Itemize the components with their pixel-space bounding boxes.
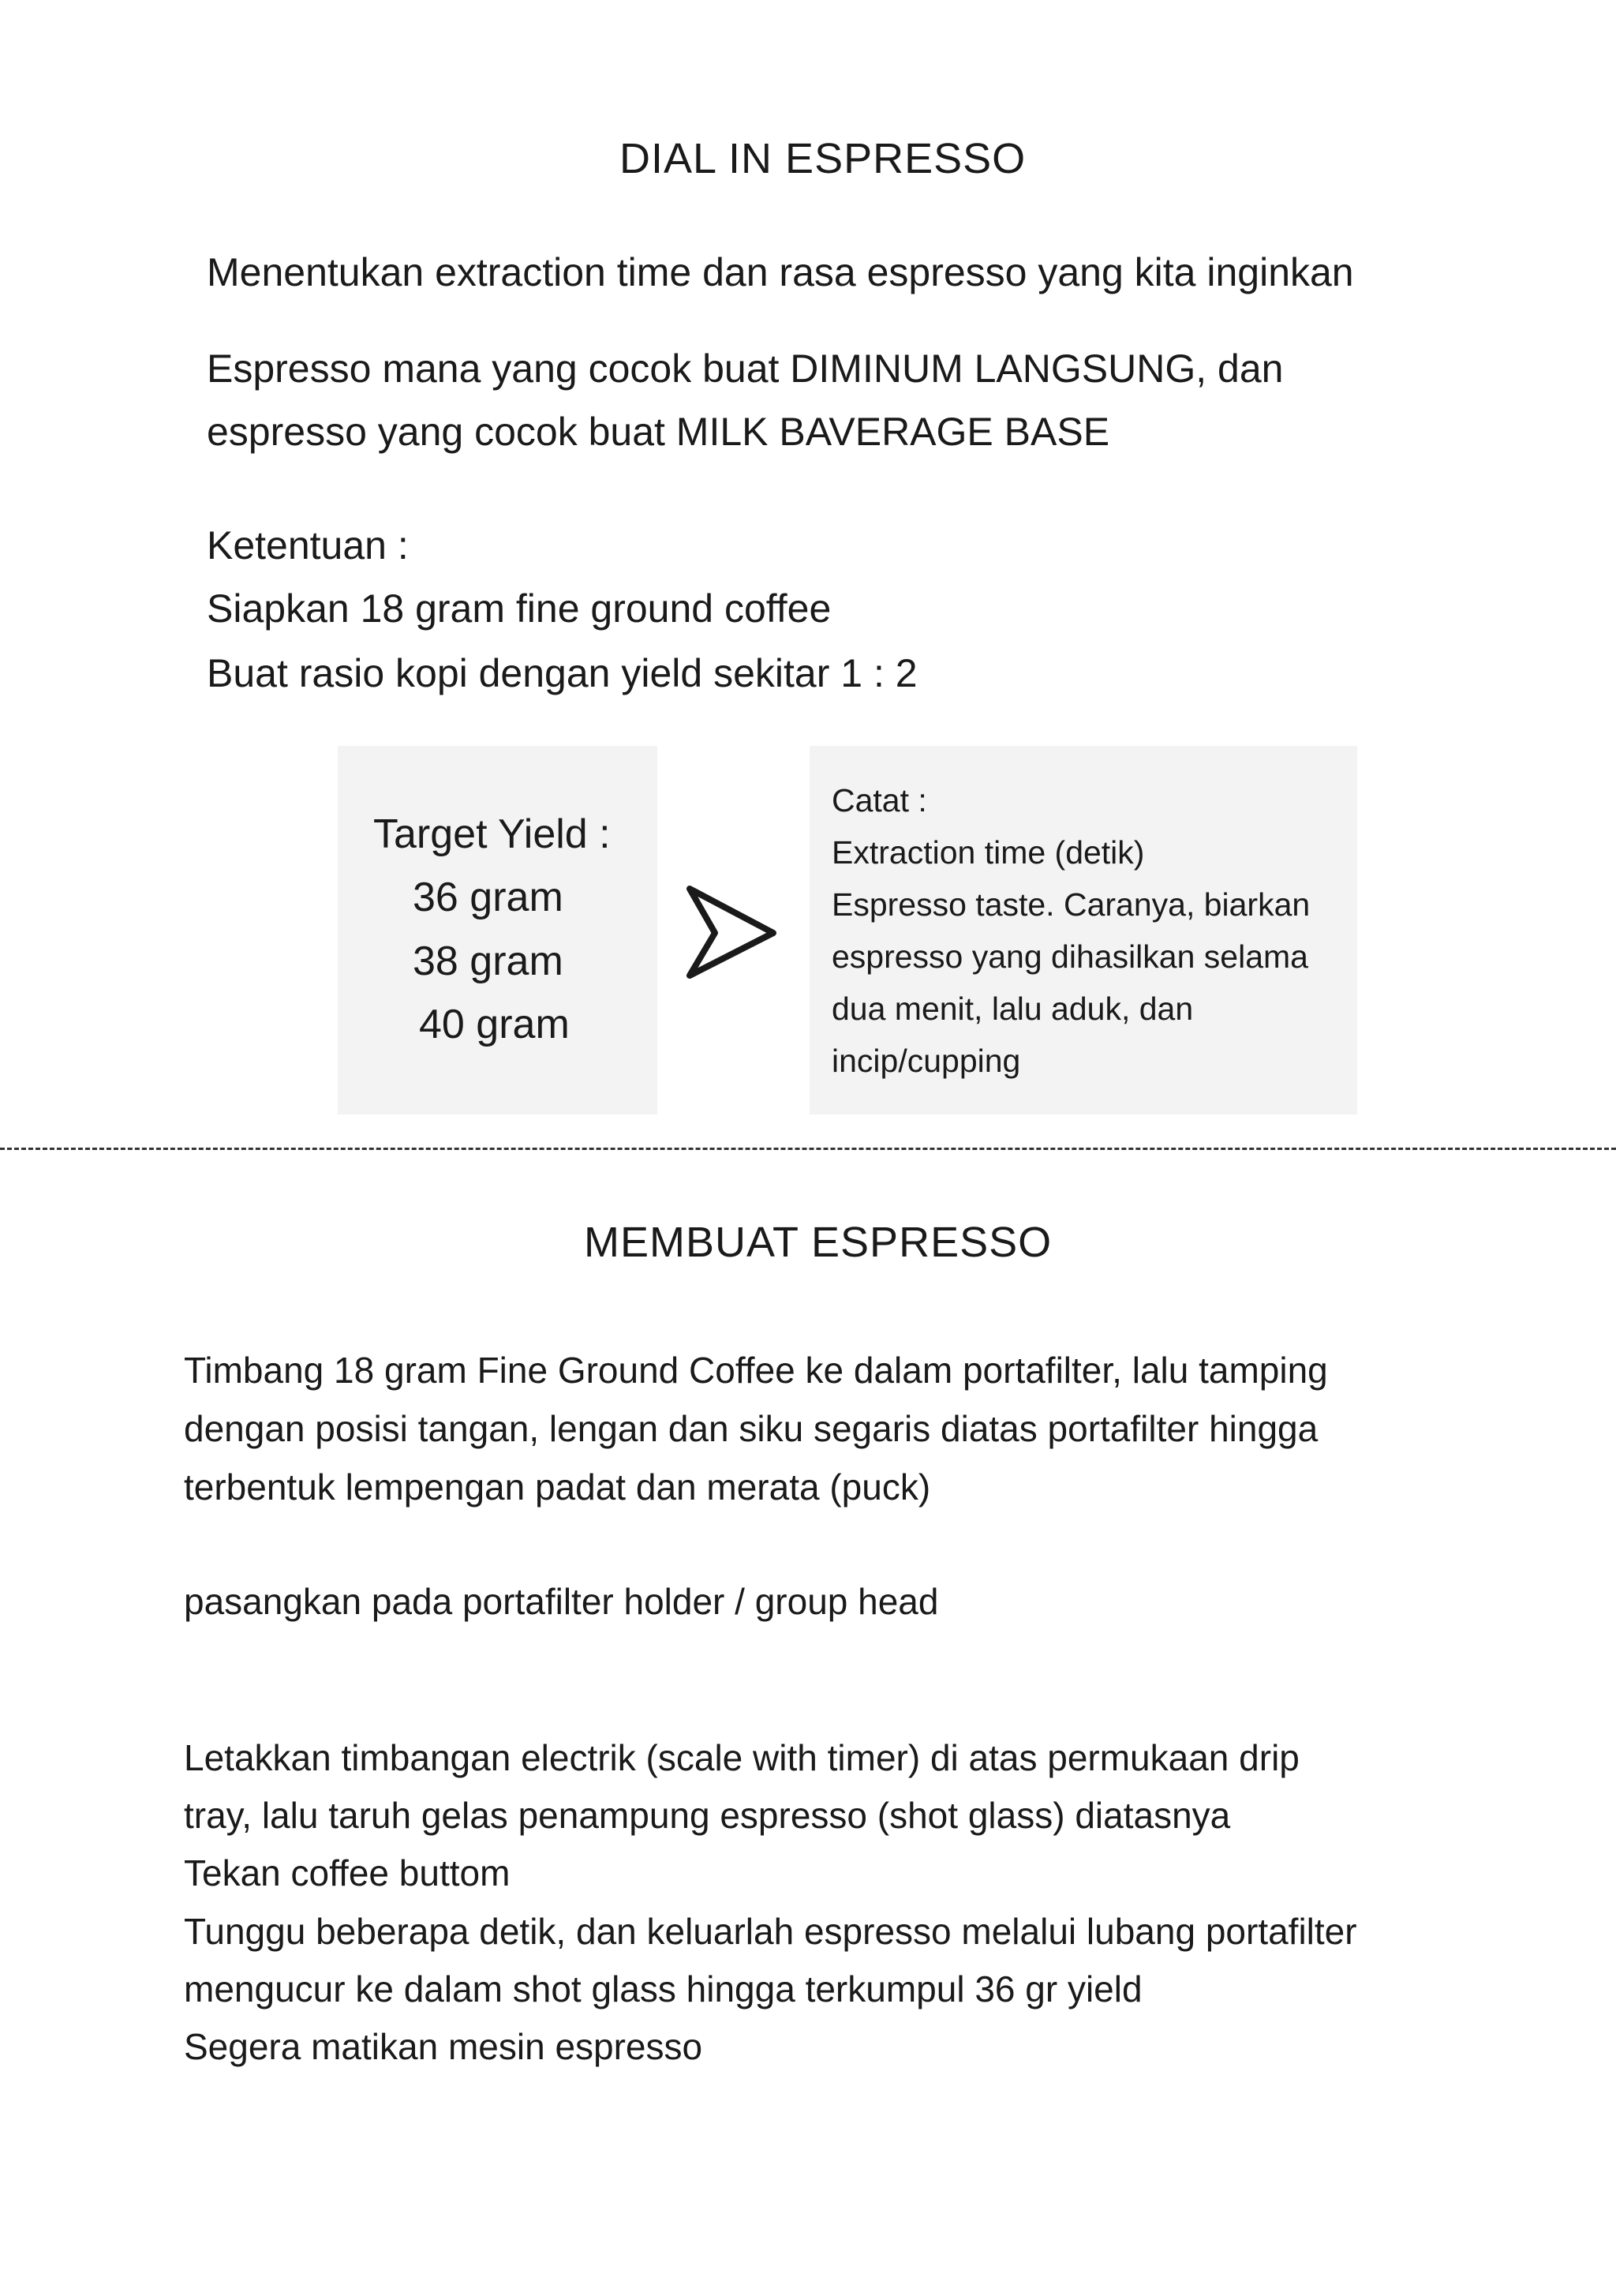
instruction-line: Letakkan timbangan electrik (scale with timer) di atas permukaan drip: [184, 1737, 1300, 1778]
instruction-line: Tekan coffee buttom: [184, 1852, 511, 1893]
instruction-line: dengan posisi tangan, lengan dan siku segaris diatas portafilter hingga: [184, 1408, 1319, 1449]
instruction-line: mengucur ke dalam shot glass hingga terkumpul 36 gr yield: [184, 1968, 1143, 2009]
intro-line: Menentukan extraction time dan rasa espresso yang kita inginkan: [207, 250, 1354, 294]
target-yield-value: 36 gram: [413, 875, 563, 920]
instruction-line: Timbang 18 gram Fine Ground Coffee ke dalam portafilter, lalu tamping: [184, 1350, 1328, 1391]
note-line: Extraction time (detik): [832, 834, 1145, 871]
chevron-right-icon: [680, 882, 781, 982]
intro-line: Espresso mana yang cocok buat DIMINUM LANGSUNG, dan: [207, 346, 1284, 391]
instruction-line: pasangkan pada portafilter holder / group head: [184, 1581, 939, 1622]
section-title-membuat-espresso: MEMBUAT ESPRESSO: [584, 1219, 1053, 1266]
notes-box: [810, 746, 1357, 1114]
note-line: Espresso taste. Caranya, biarkan: [832, 886, 1311, 923]
intro-line: espresso yang cocok buat MILK BAVERAGE BASE: [207, 410, 1110, 454]
instruction-line: Tunggu beberapa detik, dan keluarlah espresso melalui lubang portafilter: [184, 1911, 1357, 1952]
note-line: espresso yang dihasilkan selama: [832, 938, 1308, 975]
requirement-line: Buat rasio kopi dengan yield sekitar 1 : 2: [207, 651, 918, 695]
instruction-line: terbentuk lempengan padat dan merata (puck): [184, 1466, 931, 1508]
note-line: incip/cupping: [832, 1043, 1021, 1079]
target-yield-label: Target Yield :: [373, 811, 611, 857]
requirements-heading: Ketentuan :: [207, 523, 409, 567]
dashed-divider: [0, 1148, 1616, 1150]
instruction-line: Segera matikan mesin espresso: [184, 2026, 703, 2067]
target-yield-value: 40 gram: [419, 1002, 570, 1047]
requirement-line: Siapkan 18 gram fine ground coffee: [207, 586, 832, 631]
instruction-line: tray, lalu taruh gelas penampung espresso (shot glass) diatasnya: [184, 1795, 1231, 1836]
target-yield-box: [338, 746, 657, 1114]
section-title-dial-in: DIAL IN ESPRESSO: [619, 135, 1027, 182]
notes-heading: Catat :: [832, 782, 927, 818]
note-line: dua menit, lalu aduk, dan: [832, 991, 1194, 1027]
target-yield-value: 38 gram: [413, 938, 563, 984]
